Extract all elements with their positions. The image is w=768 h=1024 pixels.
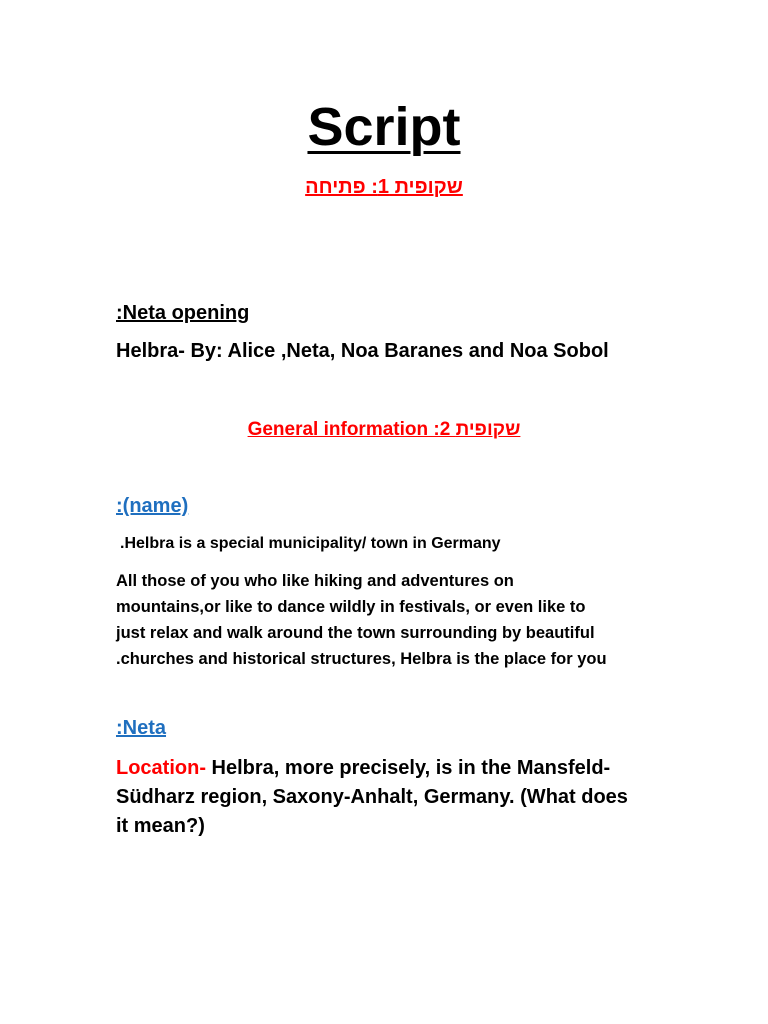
location-line-1: [116, 754, 676, 783]
location-text: Helbra, more precisely, is in the Mansfeld-: [206, 757, 611, 779]
slide1-heading: שקופית 1: פתיחה: [305, 176, 463, 198]
intro-paragraph: [116, 568, 656, 672]
intro-line: .Helbra is a special municipality/ town in Germany: [120, 535, 501, 552]
speaker-neta-opening: :Neta opening: [116, 302, 250, 324]
paragraph-line: All those of you who like hiking and adventures on: [116, 572, 514, 590]
authors-line: Helbra- By: Alice ,Neta, Noa Baranes and Noa Sobol: [116, 340, 609, 362]
paragraph-line: .churches and historical structures, Helbra is the place for you: [116, 650, 607, 668]
paragraph-line: just relax and walk around the town surrounding by beautiful: [116, 624, 595, 642]
paragraph-line: mountains,or like to dance wildly in festivals, or even like to: [116, 598, 586, 616]
speaker-name-label: :(name): [116, 495, 189, 517]
location-label: Location-: [116, 757, 206, 779]
location-paragraph: [116, 754, 676, 841]
speaker-neta-label: :Neta: [116, 717, 167, 739]
page-title: Script: [307, 97, 461, 157]
location-line-3: it mean?): [116, 815, 205, 837]
location-line-2: Südharz region, Saxony-Anhalt, Germany. (What does: [116, 786, 628, 808]
slide2-heading: General information :2 שקופית: [247, 419, 521, 440]
